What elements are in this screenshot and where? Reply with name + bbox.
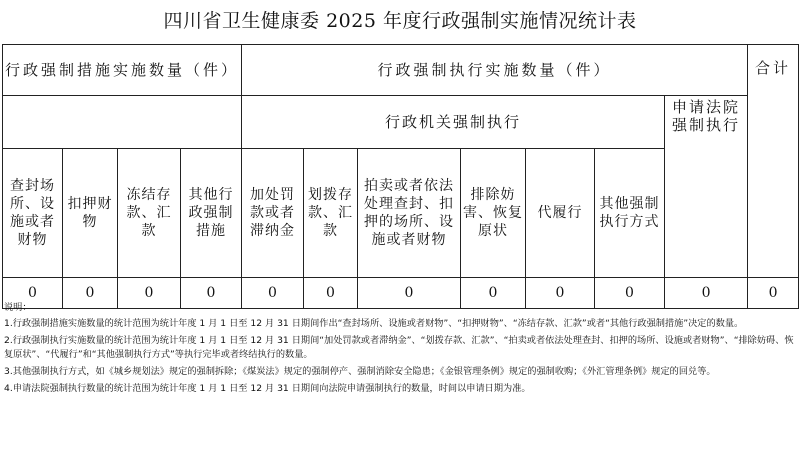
value-cell: 0 <box>358 278 461 309</box>
col-seize-property: 扣押财物 <box>63 149 118 278</box>
col-remove-obstruction: 排除妨害、恢复原状 <box>461 149 526 278</box>
col-seal-premises: 查封场所、设施或者财物 <box>3 149 63 278</box>
value-cell: 0 <box>665 278 748 309</box>
notes-section <box>4 301 796 399</box>
note-item: 1.行政强制措施实施数量的统计范围为统计年度 1 月 1 日至 12 月 31 日期间作出“查封场所、设施或者财物”、“扣押财物”、“冻结存款、汇款”或者“其他行政强制措施”决定的数量。 <box>4 318 744 329</box>
note-item: 2.行政强制执行实施数量的统计范围为统计年度 1 月 1 日至 12 月 31 日期间“加处罚款或者滞纳金”、“划拨存款、汇款”、“拍卖或者依法处理查封、扣押的场所、设施或者财物”、“排除妨碍、恢复原状”、“代履行”和“其他强制执行方式”等执行完毕或者终结执行的数量。 <box>4 335 794 360</box>
note-item: 3.其他强制执行方式，如《城乡规划法》规定的强制拆除；《煤炭法》规定的强制停产、强制消除安全隐患；《金银管理条例》规定的强制收购；《外汇管理条例》规定的回兑等。 <box>4 366 716 377</box>
value-cell: 0 <box>3 278 63 309</box>
header-measures-count: 行政强制措施实施数量（件） <box>3 45 242 96</box>
header-measures-spacer <box>3 96 242 149</box>
value-cell: 0 <box>595 278 665 309</box>
header-admin-enforcement: 行政机关强制执行 <box>242 96 665 149</box>
value-cell: 0 <box>181 278 242 309</box>
value-cell: 0 <box>63 278 118 309</box>
value-cell: 0 <box>118 278 181 309</box>
header-enforcement-count: 行政强制执行实施数量（件） <box>242 45 748 96</box>
value-cell: 0 <box>526 278 595 309</box>
col-other-enforcement: 其他强制执行方式 <box>595 149 665 278</box>
value-cell: 0 <box>748 278 799 309</box>
col-auction-property: 拍卖或者依法处理查封、扣押的场所、设施或者财物 <box>358 149 461 278</box>
header-total: 合计 <box>748 45 799 278</box>
value-cell: 0 <box>304 278 358 309</box>
col-substitute-performance: 代履行 <box>526 149 595 278</box>
notes-heading: 说明： <box>4 302 32 313</box>
statistics-table <box>2 44 799 309</box>
col-other-measures: 其他行政强制措施 <box>181 149 242 278</box>
header-court-enforcement: 申请法院强制执行 <box>665 96 748 278</box>
value-cell: 0 <box>461 278 526 309</box>
col-additional-fines: 加处罚款或者滞纳金 <box>242 149 304 278</box>
col-freeze-deposits: 冻结存款、汇款 <box>118 149 181 278</box>
page-title: 四川省卫生健康委 2025 年度行政强制实施情况统计表 <box>163 10 637 32</box>
note-item: 4.申请法院强制执行数量的统计范围为统计年度 1 月 1 日至 12 月 31 日期间向法院申请强制执行的数量，时间以申请日期为准。 <box>4 383 531 394</box>
col-transfer-deposits: 划拨存款、汇款 <box>304 149 358 278</box>
value-cell: 0 <box>242 278 304 309</box>
